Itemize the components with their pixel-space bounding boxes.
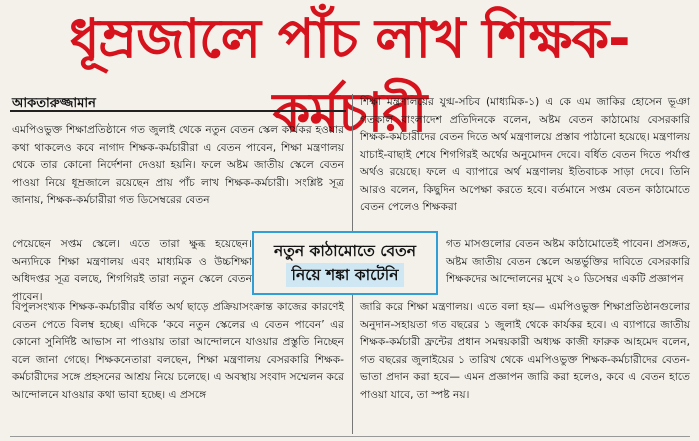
paragraph: জারি করে শিক্ষা মন্ত্রণালয়। এতে বলা হয়— এমপিওভুক্ত শিক্ষাপ্রতিষ্ঠানগুলোর অনুদান-সহায়তা গত বছরের ১ জুলাই থেকে কার্যকর হবে। এ ব্যাপারে জাতীয় শিক্ষক-কর্মচারী ফ্রন্টের প্রধান সমন্বয়কারী অধ্যক্ষ কাজী ফারুক আহমেদ বলেন, গত বছরের জুলাইয়ের ১ তারিখ থেকে এমপিওভুক্ত শিক্ষক-কর্মচারীদের বেতন-ভাতা প্রদান করা হবে— এমন প্রজ্ঞাপন জারি করা হলেও, কবে এ বেতন হাতে পাওয়া যাবে, তা স্পষ্ট নয়।	[360, 301, 690, 401]
pull-quote-line-1: নতুন কাঠামোতে বেতন	[273, 242, 417, 260]
paragraph: এমপিওভুক্ত শিক্ষাপ্রতিষ্ঠানে গত জুলাই থেকে নতুন বেতন স্কেল কার্যকর হওয়ার কথা থাকলেও কবে নাগাদ শিক্ষক-কর্মচারীরা এ বেতন পাবেন, শিক্ষা মন্ত্রণালয় থেকে তার কোনো নির্দেশনা দেওয়া হয়নি। ফলে অষ্টম জাতীয় স্কেলে বেতন পাওয়া নিয়ে ধূম্রজালে রয়েছেন প্রায় পাঁচ লাখ শিক্ষক-কর্মচারী। সংশ্লিষ্ট সূত্র জানায়, শিক্ষক-কর্মচারীরা গত ডিসেম্বরের বেতন	[12, 124, 344, 206]
pull-quote-line-2: নিয়ে শঙ্কা কাটেনি	[286, 263, 405, 287]
right-column-top	[360, 94, 690, 217]
left-column-bottom	[12, 299, 344, 404]
headline: ধূম্রজালে পাঁচ লাখ শিক্ষক-কর্মচারী	[69, 7, 630, 144]
paragraph: শিক্ষা মন্ত্রণালয়ের যুগ্ম-সচিব (মাধ্যমিক-১) এ কে এম জাকির হোসেন ভূঞা গতকাল বাংলাদেশ প্রতিদিনকে বলেন, অষ্টম বেতন কাঠামোয় বেসরকারি শিক্ষক-কর্মচারীদের বেতন দিতে অর্থ মন্ত্রণালয়ে প্রস্তাব পাঠানো হয়েছে। মন্ত্রণালয় যাচাই-বাছাই শেষে শিগগিরই অর্থের অনুমোদন দেবে। বর্ধিত বেতন দিতে পর্যাপ্ত অর্থও রয়েছে। ফলে এ ব্যাপারে অর্থ মন্ত্রণালয় ইতিবাচক সাড়া দেবে। তিনি আরও বলেন, কিছুদিন অপেক্ষা করতে হবে। বর্তমানে সপ্তম বেতন কাঠামোতে বেতন পেলেও শিক্ষকরা	[360, 96, 690, 213]
left-column-top	[12, 122, 344, 210]
right-column-middle	[446, 236, 690, 289]
right-column-bottom	[360, 299, 690, 404]
pull-quote	[252, 231, 438, 295]
byline-rule	[10, 110, 346, 112]
paragraph: বিপুলসংখ্যক শিক্ষক-কর্মচারীর বর্ধিত অর্থ ছাড়ে প্রক্রিয়াসংক্রান্ত কাজের কারণেই বেতন পেতে বিলম্ব হচ্ছে। এদিকে ‘কবে নতুন স্কেলের এ বেতন পাবেন’ এর কোনো সুনির্দিষ্ট আভাস না পাওয়ায় তারা আন্দোলনে যাওয়ার প্রস্তুতি নিচ্ছেন বলে জানা গেছে। শিক্ষকনেতারা বলছেন, শিক্ষা মন্ত্রণালয় বেসরকারি শিক্ষক-কর্মচারীদের সঙ্গে প্রহসনের আশ্রয় নিয়ে চলেছে। এ অবস্থায় সংবাদ সম্মেলন করে আন্দোলনে যাওয়ার কথা ভাবা হচ্ছে। এ প্রসঙ্গে	[12, 301, 344, 401]
bottom-rule	[10, 436, 690, 437]
left-column-middle	[12, 236, 252, 306]
paragraph: গত মাসগুলোর বেতন অষ্টম কাঠামোতেই পাবেন। প্রসঙ্গত, অষ্টম জাতীয় বেতন স্কেলে অন্তর্ভুক্তির দাবিতে বেসরকারি শিক্ষকদের আন্দোলনের মুখে ২০ ডিসেম্বর একটি প্রজ্ঞাপন	[446, 238, 690, 285]
byline: আকতারুজ্জামান	[12, 96, 96, 111]
paragraph: পেয়েছেন সপ্তম স্কেলে। এতে তারা ক্ষুব্ধ হয়েছেন। অন্যদিকে শিক্ষা মন্ত্রণালয় এবং মাধ্যমিক ও উচ্চশিক্ষা অধিদপ্তর সূত্র বলছে, শিগগিরই তারা নতুন স্কেলে বেতন পাবেন।	[12, 238, 252, 303]
